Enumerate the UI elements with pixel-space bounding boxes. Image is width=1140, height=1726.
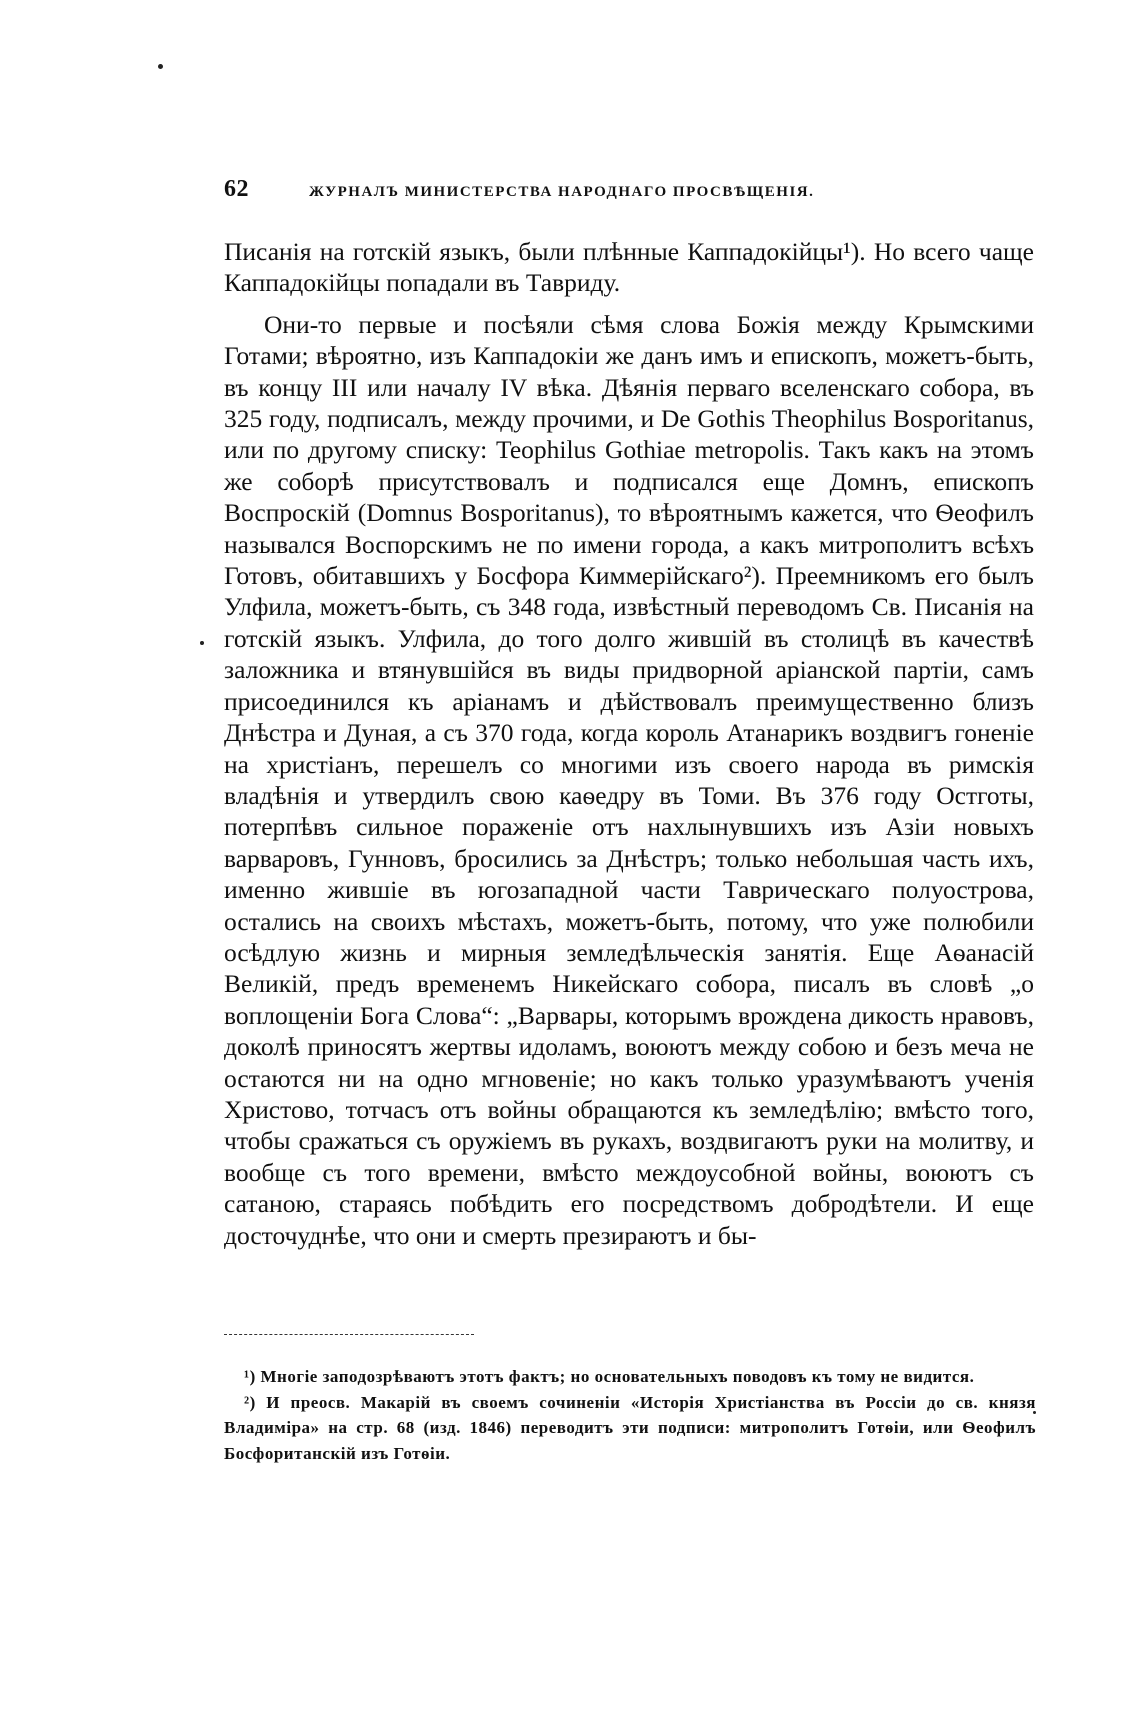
- scan-speck: [200, 641, 204, 645]
- footnote-2: ²) И преосв. Макарій въ своемъ сочиненіи «Исторія Христіанства въ Россіи до св. князя Владиміра» на стр. 68 (изд. 1846) переводитъ эти подписи: митрополитъ Готѳіи, или Ѳеофилъ Босфоританскій изъ Готѳіи.: [224, 1392, 1036, 1463]
- footnotes: [224, 1364, 1036, 1466]
- scan-speck: [158, 64, 163, 69]
- main-text: [224, 236, 1034, 1251]
- running-title: ЖУРНАЛЪ МИНИСТЕРСТВА НАРОДНАГО ПРОСВѢЩЕНІЯ.: [309, 184, 815, 200]
- page-number: 62: [224, 176, 249, 202]
- footnote-1: ¹) Многіе заподозрѣваютъ этотъ фактъ; но основательныхъ поводовъ къ тому не видится.: [244, 1367, 975, 1386]
- paragraph: Писанія на готскій языкъ, были плѣнные Каппадокійцы¹). Но всего чаще Каппадокійцы попадали въ Тавриду.: [224, 237, 1034, 298]
- page-header: [224, 176, 1040, 206]
- paragraph: Они-то первые и посѣяли сѣмя слова Божія между Крымскими Готами; вѣроятно, изъ Каппадокіи же данъ имъ и епископъ, можетъ-быть, въ концу III или началу IV вѣка. Дѣянія перваго вселенскаго собора, въ 325 году, подписалъ, между прочими, и De Gothis Theophilus Bosporitanus, или по другому списку: Teophilus Gothiae metropolis. Такъ какъ на этомъ же соборѣ присутствовалъ и подписался еще Домнъ, епископъ Воспроскій (Domnus Bosporitanus), то вѣроятнымъ кажется, что Ѳеофилъ назывался Воспорскимъ не по имени города, а какъ митрополитъ всѣхъ Готовъ, обитавшихъ у Босфора Киммерійскаго²). Преемникомъ его былъ Улфила, можетъ-быть, съ 348 года, извѣстный переводомъ Св. Писанія на готскій языкъ. Улфила, до того долго жившій въ столицѣ въ качествѣ заложника и втянувшійся въ виды придворной аріанской партіи, самъ присоединился къ аріанамъ и дѣйствовалъ преимущественно близъ Днѣстра и Дуная, а съ 370 года, когда король Атанарикъ воздвигъ гоненіе на христіанъ, перешелъ со многими изъ своего народа въ римскія владѣнія и утвердилъ свою каѳедру въ Томи. Въ 376 году Остготы, потерпѣвъ сильное пораженіе отъ нахлынувшихъ изъ Азіи новыхъ варваровъ, Гунновъ, бросились за Днѣстръ; только небольшая часть ихъ, именно жившіе въ югозападной части Таврическаго полуострова, остались на своихъ мѣстахъ, можетъ-быть, потому, что уже полюбили осѣдлую жизнь и мирныя земледѣльческія занятія. Еще Аѳанасій Великій, предъ временемъ Никейскаго собора, писалъ въ словѣ „о воплощеніи Бога Слова“: „Варвары, которымъ врождена дикость нравовъ, доколѣ приносятъ жертвы идоламъ, воюютъ между собою и безъ меча не остаются ни на одно мгновеніе; но какъ только уразумѣваютъ ученія Христово, тотчасъ отъ войны обращаются къ земледѣлію; вмѣсто того, чтобы сражаться съ оружіемъ въ рукахъ, воздвигаютъ руки на молитву, и вообще съ того времени, вмѣсто междоусобной войны, воюютъ съ сатаною, стараясь побѣдить его посредствомъ добродѣтели. И еще досточуднѣе, что они и смерть презираютъ и бы-: [224, 309, 1034, 1250]
- footnote-separator: [224, 1334, 474, 1335]
